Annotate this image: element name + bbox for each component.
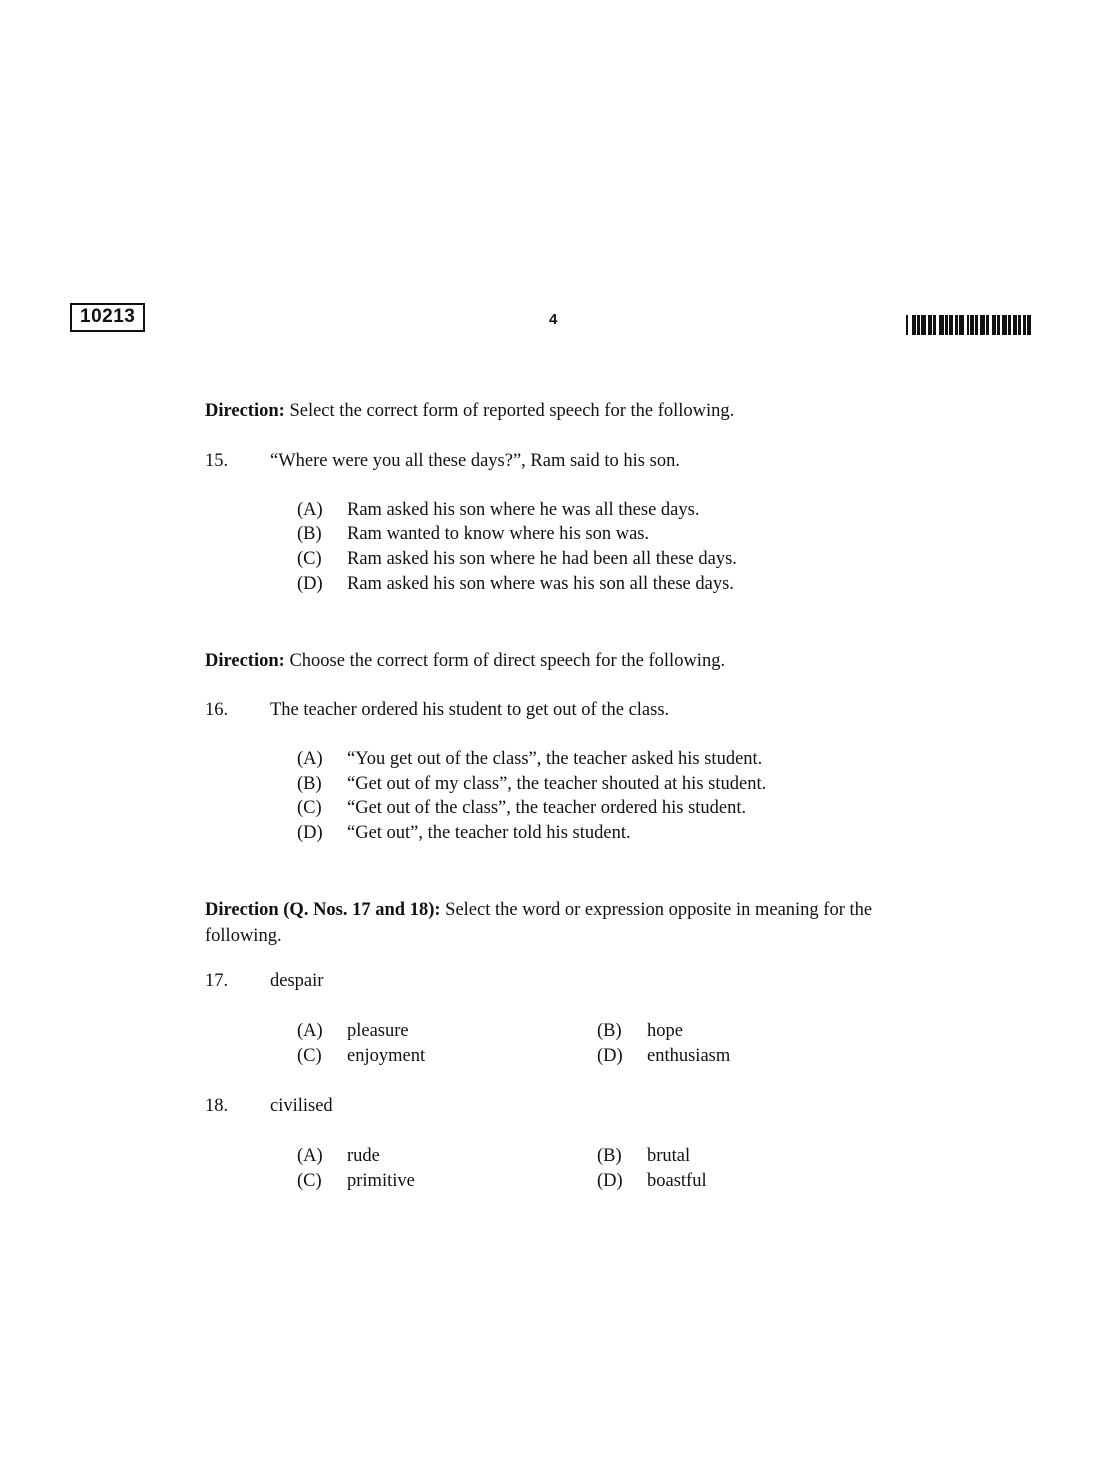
- option-text: boastful: [647, 1171, 707, 1191]
- option-label: (C): [297, 1171, 322, 1191]
- option-text: enthusiasm: [647, 1046, 731, 1066]
- direction-label: Direction:: [205, 401, 285, 421]
- option-d: [597, 1046, 730, 1067]
- direction-reported-speech: [205, 398, 895, 424]
- page-number: 4: [549, 311, 558, 328]
- option-text: rude: [347, 1146, 380, 1166]
- option-label: (C): [297, 549, 322, 569]
- direction-label: Direction:: [205, 651, 285, 671]
- option-label: (D): [597, 1046, 623, 1066]
- direction-direct-speech: [205, 648, 895, 674]
- direction-text: Choose the correct form of direct speech for the following.: [284, 651, 726, 671]
- option-text: primitive: [347, 1171, 415, 1191]
- option-a: [297, 1021, 409, 1042]
- option-b: [297, 524, 649, 545]
- question-text: “Where were you all these days?”, Ram said to his son.: [270, 451, 680, 471]
- option-text: “Get out of the class”, the teacher ordered his student.: [347, 798, 747, 818]
- direction-text: Select the word or expression opposite in meaning for the following.: [205, 900, 873, 946]
- question-text: The teacher ordered his student to get out of the class.: [270, 700, 670, 720]
- option-label: (A): [297, 1146, 323, 1166]
- option-label: (B): [297, 774, 322, 794]
- option-a: [297, 749, 762, 770]
- option-text: Ram asked his son where was his son all these days.: [347, 574, 734, 594]
- option-text: Ram asked his son where he had been all these days.: [347, 549, 737, 569]
- option-c: [297, 549, 737, 570]
- option-label: (D): [597, 1171, 623, 1191]
- option-label: (D): [297, 574, 323, 594]
- option-b: [297, 774, 766, 795]
- option-c: [297, 1171, 415, 1192]
- option-b: [597, 1146, 690, 1167]
- option-c: [297, 1046, 425, 1067]
- option-text: “Get out of my class”, the teacher shouted at his student.: [347, 774, 767, 794]
- option-label: (B): [297, 524, 322, 544]
- option-d: [597, 1171, 707, 1192]
- question-number: 15.: [205, 451, 229, 471]
- direction-label: Direction (Q. Nos. 17 and 18):: [205, 900, 441, 920]
- option-c: [297, 798, 746, 819]
- option-text: Ram wanted to know where his son was.: [347, 524, 650, 544]
- option-text: Ram asked his son where he was all these days.: [347, 500, 700, 520]
- option-label: (A): [297, 1021, 323, 1041]
- option-text: “Get out”, the teacher told his student.: [347, 823, 631, 843]
- barcode: [906, 315, 1041, 335]
- question-number: 16.: [205, 700, 229, 720]
- question-text: despair: [270, 971, 324, 991]
- option-label: (B): [597, 1146, 622, 1166]
- option-text: brutal: [647, 1146, 691, 1166]
- option-label: (B): [597, 1021, 622, 1041]
- option-a: [297, 500, 699, 521]
- option-label: (D): [297, 823, 323, 843]
- option-label: (A): [297, 500, 323, 520]
- option-label: (C): [297, 798, 322, 818]
- option-text: hope: [647, 1021, 683, 1041]
- option-label: (A): [297, 749, 323, 769]
- question-number: 18.: [205, 1096, 229, 1116]
- option-text: pleasure: [347, 1021, 409, 1041]
- option-text: enjoyment: [347, 1046, 426, 1066]
- option-d: [297, 574, 734, 595]
- option-label: (C): [297, 1046, 322, 1066]
- paper-code-box: [70, 303, 145, 332]
- option-d: [297, 823, 631, 844]
- question-number: 17.: [205, 971, 229, 991]
- direction-text: Select the correct form of reported speech for the following.: [284, 401, 735, 421]
- option-a: [297, 1146, 380, 1167]
- option-b: [597, 1021, 683, 1042]
- option-text: “You get out of the class”, the teacher asked his student.: [347, 749, 763, 769]
- direction-opposite-meaning: [205, 897, 895, 949]
- paper-code: 10213: [80, 306, 136, 327]
- question-text: civilised: [270, 1096, 333, 1116]
